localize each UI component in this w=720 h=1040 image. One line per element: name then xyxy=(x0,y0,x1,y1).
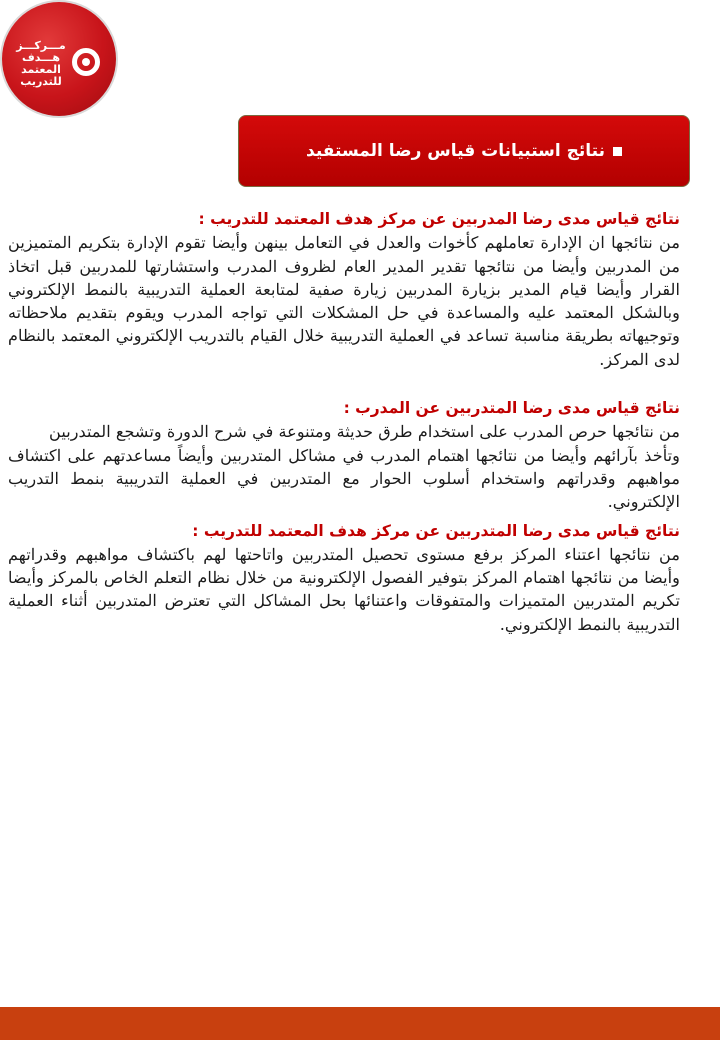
center-logo xyxy=(2,2,116,116)
logo-wordmark xyxy=(12,40,70,88)
logo-line-4: للتدريب xyxy=(20,75,62,88)
section-spacer xyxy=(8,371,680,397)
document-body xyxy=(8,208,680,636)
section-heading-trainees-trainer: نتائج قياس مدى رضا المتدربين عن المدرب : xyxy=(343,399,680,418)
logo-target-icon xyxy=(72,48,100,76)
page-title-banner xyxy=(238,115,690,187)
logo-line-2: هـــدف xyxy=(21,51,61,64)
section-heading-trainers-center: نتائج قياس مدى رضا المدربين عن مركز هدف المعتمد للتدريب : xyxy=(198,210,680,228)
section-body-trainees-center: من نتائجها اعتناء المركز برفع مستوى تحصيل المتدربين واتاحتها لهم باكتشاف مواهبهم وقدراتهم وأيضا من نتائجها اهتمام المركز بتوفير الفصول الإلكترونية من خلال نظام التعلم الخاص بالمركز وأيضا تكريم المتدربين المتميزات والمتفوقات واعتنائها بحل المشاكل التي تعترض المتدربين أثناء العملية التدريبية بالنمط الإلكتروني. xyxy=(8,544,680,634)
footer-bar xyxy=(0,1007,720,1040)
section-body-trainers-center: من نتائجها ان الإدارة تعاملهم كأخوات والعدل في التعامل بينهن وأيضا تقوم الإدارة بتكريم المتميزين من المدربين وأيضا من نتائجها تقدير المدير العام لظروف المدرب واستشارتها للمدربين قبل اتخاذ القرار وأيضا قيام المدير بزيارة المدربين زيارة صفية لمتابعة العملية التدريبية بالنمط الإلكتروني وبالشكل المعتمد عليه والمساعدة في حل المشكلات التي تواجه المدرب ويقوم بتقديم ملاحظاته وتوجيهاته بطريقة مناسبة تساعد في العملية التدريبية خلال القيام بالتدريب الإلكتروني المعتمد بالنظام لدى المركز. xyxy=(8,233,680,369)
page-title: نتائج استبيانات قياس رضا المستفيد xyxy=(306,141,605,161)
section-heading-trainees-center: نتائج قياس مدى رضا المتدربين عن مركز هدف المعتمد للتدريب : xyxy=(192,521,680,540)
section-body-trainees-trainer-p1: من نتائجها حرص المدرب على استخدام طرق حديثة ومتنوعة في شرح الدورة وتشجع المتدربين xyxy=(49,422,680,442)
logo-line-1: مـــركـــز xyxy=(16,39,66,52)
logo-line-3: المعتمد xyxy=(21,63,61,76)
section-body-trainees-trainer-p2: وتأخذ بآرائهم وأيضا من نتائجها اهتمام المدرب في مشاكل المتدربين وأيضاً مساعدتهم على اكتشاف مواهبهم وقدراتهم واستخدام أسلوب الحوار مع المتدربين في العملية التدريبية بنمط التدريب الإلكتروني. xyxy=(8,445,680,512)
square-bullet-icon xyxy=(613,147,622,156)
